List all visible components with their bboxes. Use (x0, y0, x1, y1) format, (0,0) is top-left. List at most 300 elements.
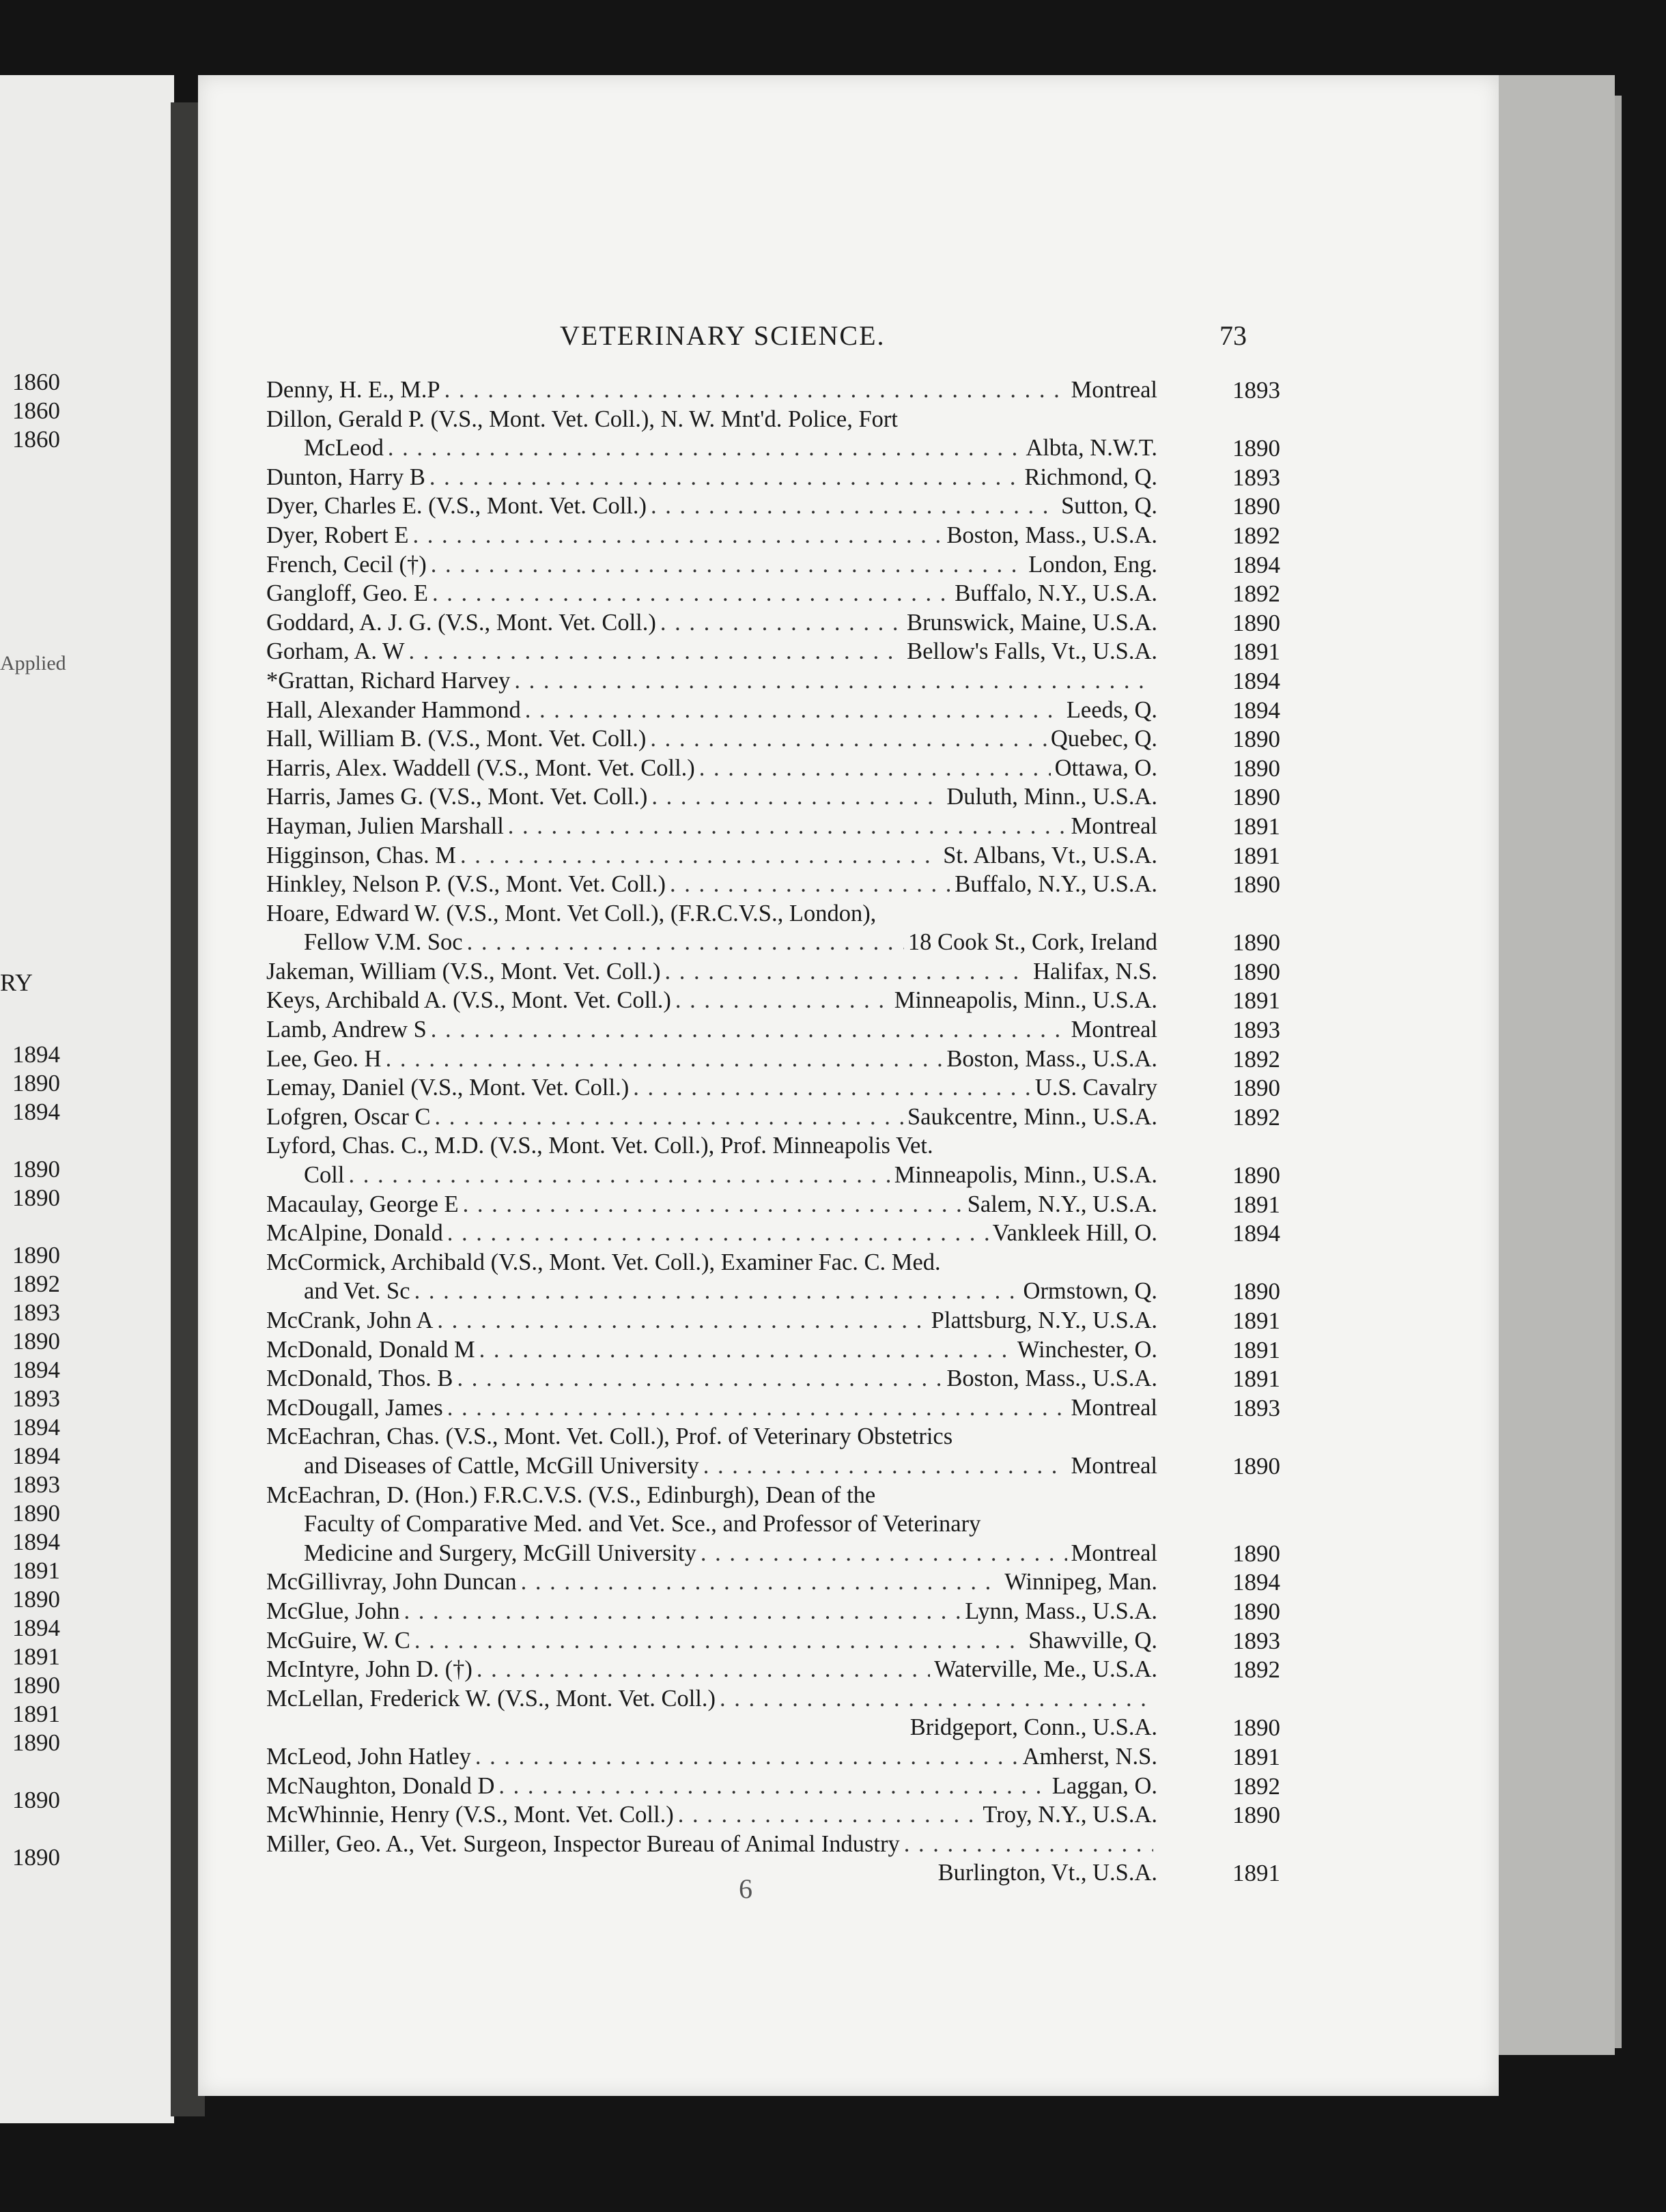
entry-text (266, 1744, 1157, 1770)
left-page-year: 1860 (12, 397, 60, 424)
leader-dots (479, 1337, 1013, 1363)
entry-year: 1892 (1232, 1772, 1280, 1800)
entry-name: McDougall, James (266, 1394, 443, 1421)
leader-dots (678, 1802, 979, 1828)
page-header-title: VETERINARY SCIENCE. (560, 320, 886, 351)
left-page-year: 1890 (12, 1672, 60, 1699)
left-page-year: 1894 (12, 1615, 60, 1641)
entry-line (266, 1831, 1284, 1860)
entry-text (266, 1423, 1157, 1450)
entry-place: Buffalo, N.Y., U.S.A. (955, 580, 1157, 607)
entry-place: Ormstown, Q. (1023, 1278, 1157, 1305)
entry-line (266, 493, 1284, 522)
leader-dots (432, 580, 950, 607)
entry-text (266, 1686, 1157, 1712)
entry-name: McCrank, John A (266, 1307, 434, 1333)
entry-line (266, 1249, 1284, 1279)
left-page-year: 1891 (12, 1557, 60, 1584)
entry-year: 1890 (1232, 871, 1280, 898)
entry-year: 1890 (1232, 754, 1280, 782)
entry-text (266, 871, 1157, 898)
leader-dots (701, 1540, 1067, 1567)
entry-place: Montreal (1071, 812, 1157, 839)
entry-line (266, 522, 1284, 552)
left-page-year: 1893 (12, 1385, 60, 1412)
entry-line (266, 1656, 1284, 1686)
entry-line (266, 784, 1284, 813)
entry-text (266, 1046, 1157, 1073)
entry-name: Lemay, Daniel (V.S., Mont. Vet. Coll.) (266, 1075, 630, 1101)
leader-dots (477, 1656, 930, 1683)
entry-name: McLeod (304, 435, 384, 462)
entry-name: Dillon, Gerald P. (V.S., Mont. Vet. Coll.), N. W. Mnt'd. Police, Fort (266, 406, 898, 432)
leader-dots (904, 1831, 1153, 1858)
entry-name: Dunton, Harry B (266, 464, 425, 490)
entry-year: 1891 (1232, 1860, 1280, 1887)
entry-name: McAlpine, Donald (266, 1220, 443, 1247)
entry-name: Lofgren, Oscar C (266, 1103, 431, 1130)
entry-text (266, 1365, 1157, 1392)
leader-dots (444, 377, 1067, 403)
entry-text (266, 1017, 1157, 1043)
entry-text (304, 1540, 1157, 1567)
entry-line (266, 871, 1284, 901)
entry-line (266, 1278, 1284, 1307)
entry-line (266, 1860, 1284, 1889)
entry-text (266, 610, 1157, 636)
entry-place: Brunswick, Maine, U.S.A. (906, 609, 1157, 636)
entry-text (266, 1714, 1157, 1741)
entry-year: 1890 (1232, 929, 1280, 956)
entry-place: Albta, N.W.T. (1026, 435, 1157, 462)
entry-text (266, 1628, 1157, 1654)
entry-place: Montreal (1071, 1452, 1157, 1479)
entry-text (266, 842, 1157, 869)
entry-place: Quebec, Q. (1050, 726, 1157, 752)
entry-text (304, 929, 1157, 956)
entry-text (266, 1773, 1157, 1800)
entry-name: and Vet. Sc (304, 1278, 410, 1305)
entry-name: Jakeman, William (V.S., Mont. Vet. Coll.) (266, 958, 661, 984)
entry-line (266, 1598, 1284, 1628)
page-edge (1492, 75, 1615, 2055)
left-page-year: 1893 (12, 1299, 60, 1326)
entry-year: 1891 (1232, 842, 1280, 869)
entry-year: 1891 (1232, 1191, 1280, 1218)
left-page-year: 1894 (12, 1357, 60, 1383)
entry-name: Coll (304, 1162, 345, 1189)
leader-dots (664, 959, 1029, 985)
leader-dots (521, 1569, 1001, 1596)
leader-dots (675, 987, 890, 1014)
entry-line (266, 610, 1284, 639)
entry-text (266, 1860, 1157, 1886)
entry-year: 1891 (1232, 638, 1280, 666)
entry-text (266, 901, 1157, 927)
entry-name: Gangloff, Geo. E (266, 580, 428, 607)
entry-year: 1891 (1232, 1307, 1280, 1334)
entry-year: 1891 (1232, 812, 1280, 840)
entry-line (266, 1773, 1284, 1802)
entry-year: 1892 (1232, 522, 1280, 549)
entry-text (266, 1569, 1157, 1596)
entry-text (266, 987, 1157, 1014)
entry-year: 1890 (1232, 1598, 1280, 1625)
entry-line (266, 755, 1284, 784)
entry-line (266, 1133, 1284, 1162)
leader-dots (650, 726, 1046, 752)
entry-year: 1894 (1232, 551, 1280, 578)
entry-line (266, 929, 1284, 959)
entry-text (266, 1307, 1157, 1334)
leader-dots (412, 522, 942, 549)
leader-dots (467, 929, 904, 956)
leader-dots (431, 1017, 1067, 1043)
entry-text (266, 959, 1157, 985)
entry-line (266, 842, 1284, 872)
entry-name: Goddard, A. J. G. (V.S., Mont. Vet. Coll.) (266, 609, 656, 636)
entry-name: McIntyre, John D. (†) (266, 1656, 472, 1683)
left-page-year: 1892 (12, 1271, 60, 1297)
entry-line (266, 435, 1284, 464)
entry-year: 1890 (1232, 784, 1280, 811)
entry-line (266, 1365, 1284, 1395)
entry-year: 1891 (1232, 987, 1280, 1015)
entry-place: Richmond, Q. (1024, 464, 1157, 490)
left-page-year: 1890 (12, 1500, 60, 1527)
entry-text (266, 813, 1157, 840)
left-page-year: 1860 (12, 426, 60, 453)
entry-line (266, 1802, 1284, 1831)
entry-name: Lyford, Chas. C., M.D. (V.S., Mont. Vet. Coll.), Prof. Minneapolis Vet. (266, 1133, 933, 1159)
left-page-year: 1894 (12, 1414, 60, 1441)
entry-name: Lee, Geo. H (266, 1045, 382, 1072)
entry-year: 1894 (1232, 1569, 1280, 1596)
leader-dots (414, 1278, 1019, 1305)
entry-place: Vankleek Hill, O. (992, 1220, 1157, 1247)
entry-text (304, 435, 1157, 462)
entry-year: 1893 (1232, 464, 1280, 491)
entry-text (266, 1337, 1157, 1363)
entry-line (266, 377, 1284, 406)
entry-place: Winchester, O. (1017, 1336, 1157, 1363)
left-page-year: 1890 (12, 1787, 60, 1813)
entry-place: Waterville, Me., U.S.A. (934, 1656, 1157, 1683)
left-page-year: 1890 (12, 1070, 60, 1096)
entry-year: 1890 (1232, 435, 1280, 462)
entry-place: Montreal (1071, 1017, 1157, 1043)
entry-year: 1893 (1232, 1627, 1280, 1654)
entry-place: Lynn, Mass., U.S.A. (965, 1598, 1157, 1624)
entry-year: 1890 (1232, 1162, 1280, 1189)
entry-text (304, 1278, 1157, 1305)
entry-text (266, 668, 1157, 694)
entry-place: 18 Cook St., Cork, Ireland (907, 929, 1157, 956)
entry-text (266, 1104, 1157, 1131)
entry-name: Medicine and Surgery, McGill University (304, 1540, 696, 1566)
entry-place: Boston, Mass., U.S.A. (946, 522, 1157, 548)
entry-text (266, 784, 1157, 810)
entry-text (266, 1395, 1157, 1421)
entry-place: Montreal (1071, 377, 1157, 403)
entry-year: 1890 (1232, 609, 1280, 636)
entry-line (266, 406, 1284, 436)
leader-dots (388, 435, 1022, 462)
entry-line (266, 1307, 1284, 1337)
leader-dots (525, 697, 1062, 724)
left-page-year: 1890 (12, 1328, 60, 1355)
left-page-year: 1894 (12, 1529, 60, 1555)
entry-text (304, 1511, 1157, 1537)
entry-line (266, 638, 1284, 668)
leader-dots (475, 1744, 1019, 1770)
entry-text (304, 1162, 1157, 1189)
entry-year: 1892 (1232, 1045, 1280, 1073)
entry-text (266, 1249, 1157, 1276)
entry-name: McNaughton, Donald D (266, 1772, 495, 1799)
entry-place: Minneapolis, Minn., U.S.A. (894, 987, 1157, 1014)
left-page-year: 1890 (12, 1156, 60, 1182)
leader-dots (414, 1628, 1024, 1654)
entry-text (266, 377, 1157, 403)
entry-name: McDonald, Donald M (266, 1336, 475, 1363)
entry-year: 1893 (1232, 377, 1280, 403)
entry-text (266, 552, 1157, 578)
entry-name: Hall, William B. (V.S., Mont. Vet. Coll.) (266, 726, 647, 752)
left-page-fragment: RY (0, 969, 33, 996)
entry-name: Macaulay, George E (266, 1191, 459, 1217)
leader-dots (514, 668, 1153, 694)
entry-year: 1894 (1232, 667, 1280, 694)
entry-year: 1890 (1232, 1540, 1280, 1567)
leader-dots (429, 464, 1021, 491)
entry-line (266, 987, 1284, 1017)
entry-text (266, 580, 1157, 607)
leader-dots (409, 638, 903, 665)
entry-name: Denny, H. E., M.P (266, 377, 440, 403)
entry-line (266, 1569, 1284, 1598)
entry-place: Duluth, Minn., U.S.A. (946, 784, 1157, 810)
entry-place: Shawville, Q. (1028, 1627, 1157, 1654)
entry-text (266, 493, 1157, 520)
entry-name: Hinkley, Nelson P. (V.S., Mont. Vet. Coll.) (266, 871, 666, 898)
entry-name: McGlue, John (266, 1598, 400, 1624)
leader-dots (437, 1307, 927, 1334)
left-page-year: 1890 (12, 1586, 60, 1613)
entry-place: Saukcentre, Minn., U.S.A. (907, 1103, 1157, 1130)
entry-year: 1890 (1232, 1452, 1280, 1479)
entry-list (266, 377, 1284, 1889)
entry-name: McLeod, John Hatley (266, 1743, 471, 1770)
entry-line (266, 1220, 1284, 1249)
entry-line (266, 464, 1284, 494)
entry-place: U.S. Cavalry (1034, 1075, 1157, 1101)
entry-text (266, 1482, 1157, 1509)
entry-place: Boston, Mass., U.S.A. (946, 1365, 1157, 1392)
leader-dots (431, 552, 1025, 578)
entry-line (266, 726, 1284, 755)
entry-text (266, 1191, 1157, 1218)
leader-dots (404, 1598, 961, 1625)
entry-line (266, 1453, 1284, 1482)
left-page-fragment: Applied (0, 652, 66, 675)
entry-line (266, 1628, 1284, 1657)
entry-place: Montreal (1071, 1394, 1157, 1421)
entry-name: Hoare, Edward W. (V.S., Mont. Vet Coll.), (F.R.C.V.S., London), (266, 900, 877, 926)
leader-dots (720, 1686, 1153, 1712)
entry-year: 1894 (1232, 1220, 1280, 1247)
entry-line (266, 901, 1284, 930)
entry-name: McEachran, Chas. (V.S., Mont. Vet. Coll.), Prof. of Veterinary Obstetrics (266, 1423, 953, 1450)
entry-year: 1890 (1232, 493, 1280, 520)
entry-line (266, 813, 1284, 842)
entry-year: 1890 (1232, 1278, 1280, 1305)
entry-place: Sutton, Q. (1061, 493, 1157, 520)
entry-line (266, 1395, 1284, 1424)
leader-dots (703, 1453, 1067, 1479)
entry-place: Montreal (1071, 1540, 1157, 1566)
entry-line (266, 959, 1284, 988)
entry-line (266, 1686, 1284, 1715)
leader-dots (447, 1220, 989, 1247)
entry-text (266, 697, 1157, 724)
leader-dots (498, 1773, 1047, 1800)
entry-line (266, 552, 1284, 581)
left-page-year: 1894 (12, 1443, 60, 1469)
entry-line (266, 1046, 1284, 1075)
entry-place: Burlington, Vt., U.S.A. (937, 1860, 1157, 1886)
entry-name: McWhinnie, Henry (V.S., Mont. Vet. Coll.) (266, 1802, 674, 1828)
entry-name: *Grattan, Richard Harvey (266, 667, 511, 694)
entry-place: Minneapolis, Minn., U.S.A. (894, 1162, 1157, 1189)
entry-place: Leeds, Q. (1066, 696, 1157, 723)
entry-text (266, 1598, 1157, 1625)
entry-place: Troy, N.Y., U.S.A. (983, 1802, 1157, 1828)
entry-place: Bellow's Falls, Vt., U.S.A. (907, 638, 1157, 665)
entry-place: London, Eng. (1028, 551, 1157, 578)
entry-name: McDonald, Thos. B (266, 1365, 453, 1392)
entry-text (304, 1453, 1157, 1479)
entry-text (266, 755, 1157, 782)
entry-name: McEachran, D. (Hon.) F.R.C.V.S. (V.S., Edinburgh), Dean of the (266, 1481, 876, 1508)
left-page-year: 1891 (12, 1643, 60, 1670)
entry-year: 1890 (1232, 1075, 1280, 1102)
entry-place: Ottawa, O. (1054, 754, 1157, 781)
entry-line (266, 1337, 1284, 1366)
leader-dots (670, 871, 950, 898)
entry-name: McCormick, Archibald (V.S., Mont. Vet. Coll.), Examiner Fac. C. Med. (266, 1249, 941, 1275)
entry-name: Lamb, Andrew S (266, 1017, 427, 1043)
entry-line (266, 1423, 1284, 1453)
entry-name: Faculty of Comparative Med. and Vet. Sce., and Professor of Veterinary (304, 1511, 981, 1537)
leader-dots (434, 1104, 903, 1131)
left-page-year: 1893 (12, 1471, 60, 1498)
entry-line (266, 1540, 1284, 1570)
left-page-year: 1890 (12, 1185, 60, 1211)
entry-line (266, 1714, 1284, 1744)
entry-year: 1890 (1232, 1714, 1280, 1742)
entry-line (266, 1482, 1284, 1512)
leader-dots (699, 755, 1051, 782)
left-page-year: 1894 (12, 1041, 60, 1068)
left-page-year: 1890 (12, 1844, 60, 1871)
entry-name: Hayman, Julien Marshall (266, 812, 504, 839)
entry-place: Plattsburg, N.Y., U.S.A. (931, 1307, 1157, 1333)
leader-dots (457, 1365, 942, 1392)
entry-line (266, 697, 1284, 726)
entry-year: 1892 (1232, 580, 1280, 608)
entry-text (266, 1656, 1157, 1683)
entry-text (266, 1075, 1157, 1101)
entry-place: Salem, N.Y., U.S.A. (967, 1191, 1157, 1217)
entry-name: and Diseases of Cattle, McGill University (304, 1452, 699, 1479)
entry-text (266, 1133, 1157, 1159)
leader-dots (508, 813, 1067, 840)
entry-line (266, 1511, 1284, 1540)
entry-name: McGillivray, John Duncan (266, 1569, 517, 1596)
entry-place: Buffalo, N.Y., U.S.A. (955, 871, 1157, 898)
entry-line (266, 1744, 1284, 1773)
leader-dots (651, 784, 942, 810)
page-number: 73 (1219, 320, 1247, 351)
entry-name: Harris, Alex. Waddell (V.S., Mont. Vet. Coll.) (266, 754, 695, 781)
leader-dots (460, 842, 939, 869)
entry-line (266, 1162, 1284, 1191)
leader-dots (348, 1162, 890, 1189)
left-page-year: 1894 (12, 1098, 60, 1125)
entry-name: Hall, Alexander Hammond (266, 696, 521, 723)
entry-name: French, Cecil (†) (266, 551, 427, 578)
entry-year: 1890 (1232, 726, 1280, 753)
entry-name: Dyer, Charles E. (V.S., Mont. Vet. Coll.) (266, 493, 647, 520)
entry-place: Winnipeg, Man. (1004, 1569, 1157, 1596)
leader-dots (633, 1075, 1031, 1101)
entry-text (266, 1802, 1157, 1828)
entry-name: Dyer, Robert E (266, 522, 409, 548)
entry-text (266, 1220, 1157, 1247)
entry-text (266, 522, 1157, 549)
entry-year: 1890 (1232, 958, 1280, 985)
entry-year: 1890 (1232, 1802, 1280, 1829)
entry-name: Gorham, A. W (266, 638, 405, 665)
entry-line (266, 1104, 1284, 1133)
leader-dots (463, 1191, 963, 1218)
entry-year: 1893 (1232, 1017, 1280, 1044)
entry-text (266, 726, 1157, 752)
entry-year: 1894 (1232, 696, 1280, 724)
entry-year: 1893 (1232, 1394, 1280, 1421)
left-page (0, 75, 174, 2123)
entry-line (266, 1017, 1284, 1046)
entry-name: Fellow V.M. Soc (304, 929, 463, 956)
entry-text (266, 406, 1157, 433)
entry-text (266, 1831, 1157, 1858)
leader-dots (651, 493, 1057, 520)
entry-place: St. Albans, Vt., U.S.A. (943, 842, 1157, 868)
entry-line (266, 580, 1284, 610)
entry-year: 1892 (1232, 1103, 1280, 1131)
entry-place: Boston, Mass., U.S.A. (946, 1045, 1157, 1072)
entry-name: Keys, Archibald A. (V.S., Mont. Vet. Coll.) (266, 987, 671, 1014)
leader-dots (386, 1046, 943, 1073)
left-page-year: 1860 (12, 369, 60, 395)
entry-place: Halifax, N.S. (1032, 958, 1157, 984)
entry-line (266, 1075, 1284, 1104)
entry-year: 1891 (1232, 1365, 1280, 1393)
entry-year: 1891 (1232, 1336, 1280, 1363)
entry-name: Miller, Geo. A., Vet. Surgeon, Inspector Bureau of Animal Industry (266, 1830, 900, 1857)
left-page-year: 1890 (12, 1729, 60, 1756)
